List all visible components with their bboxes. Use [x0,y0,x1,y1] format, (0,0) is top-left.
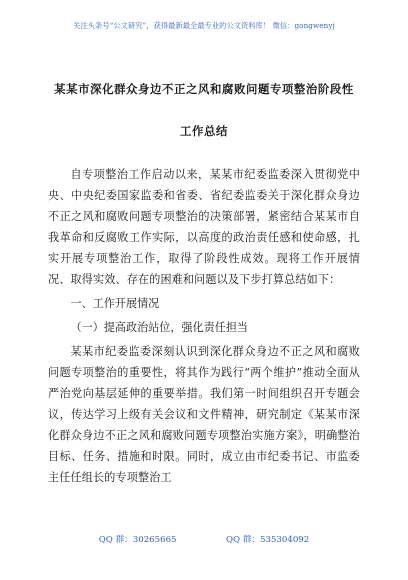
footer-contact [0,533,408,545]
footer-qq-group-2: QQ 群：535304092 [226,535,310,545]
document-title-line1: 某某市深化群众身边不正之风和腐败问题专项整治阶段性 [54,82,354,96]
document-title-line2: 工作总结 [180,124,228,138]
section-heading: 一、工作开展情况 [70,297,160,310]
paragraph-intro: 自专项整治工作启动以来，某某市纪委监委深入贯彻党中央、中央纪委国家监委和省委、省纪委监委关于深化群众身边不正之风和腐败问题专项整治的决策部署，紧密结合某某市自我革命和反腐败工作实际，以高度的政治责任感和使命感，扎实开展专项整治工作，取得了阶段性成效。现将工作开展情况、取得实效、存在的困难和问题以及下步打算总结如下： [48,168,360,286]
document-body [48,164,360,491]
header-note: 关注头条号“公文研究”，获得最新最全最专业的公文资料库！ 微信：gongwenyj [73,21,335,30]
subsection-heading: （一）提高政治站位，强化责任担当 [70,321,249,334]
footer-qq-group-1: QQ 群：30265665 [98,535,177,545]
paragraph-content: 某某市纪委监委深刻认识到深化群众身边不正之风和腐败问题专项整治的重要性，将其作为践行“两个维护”推动全面从严治党向基层延伸的重要举措。我们第一时间组织召开专题会议，传达学习上级有关会议和文件精神，研究制定《某某市深化群众身边不正之风和腐败问题专项整治实施方案》，明确整治目标、任务、措施和时限。同时，成立由市纪委书记、市监委主任任组长的专项整治工 [48,345,360,484]
